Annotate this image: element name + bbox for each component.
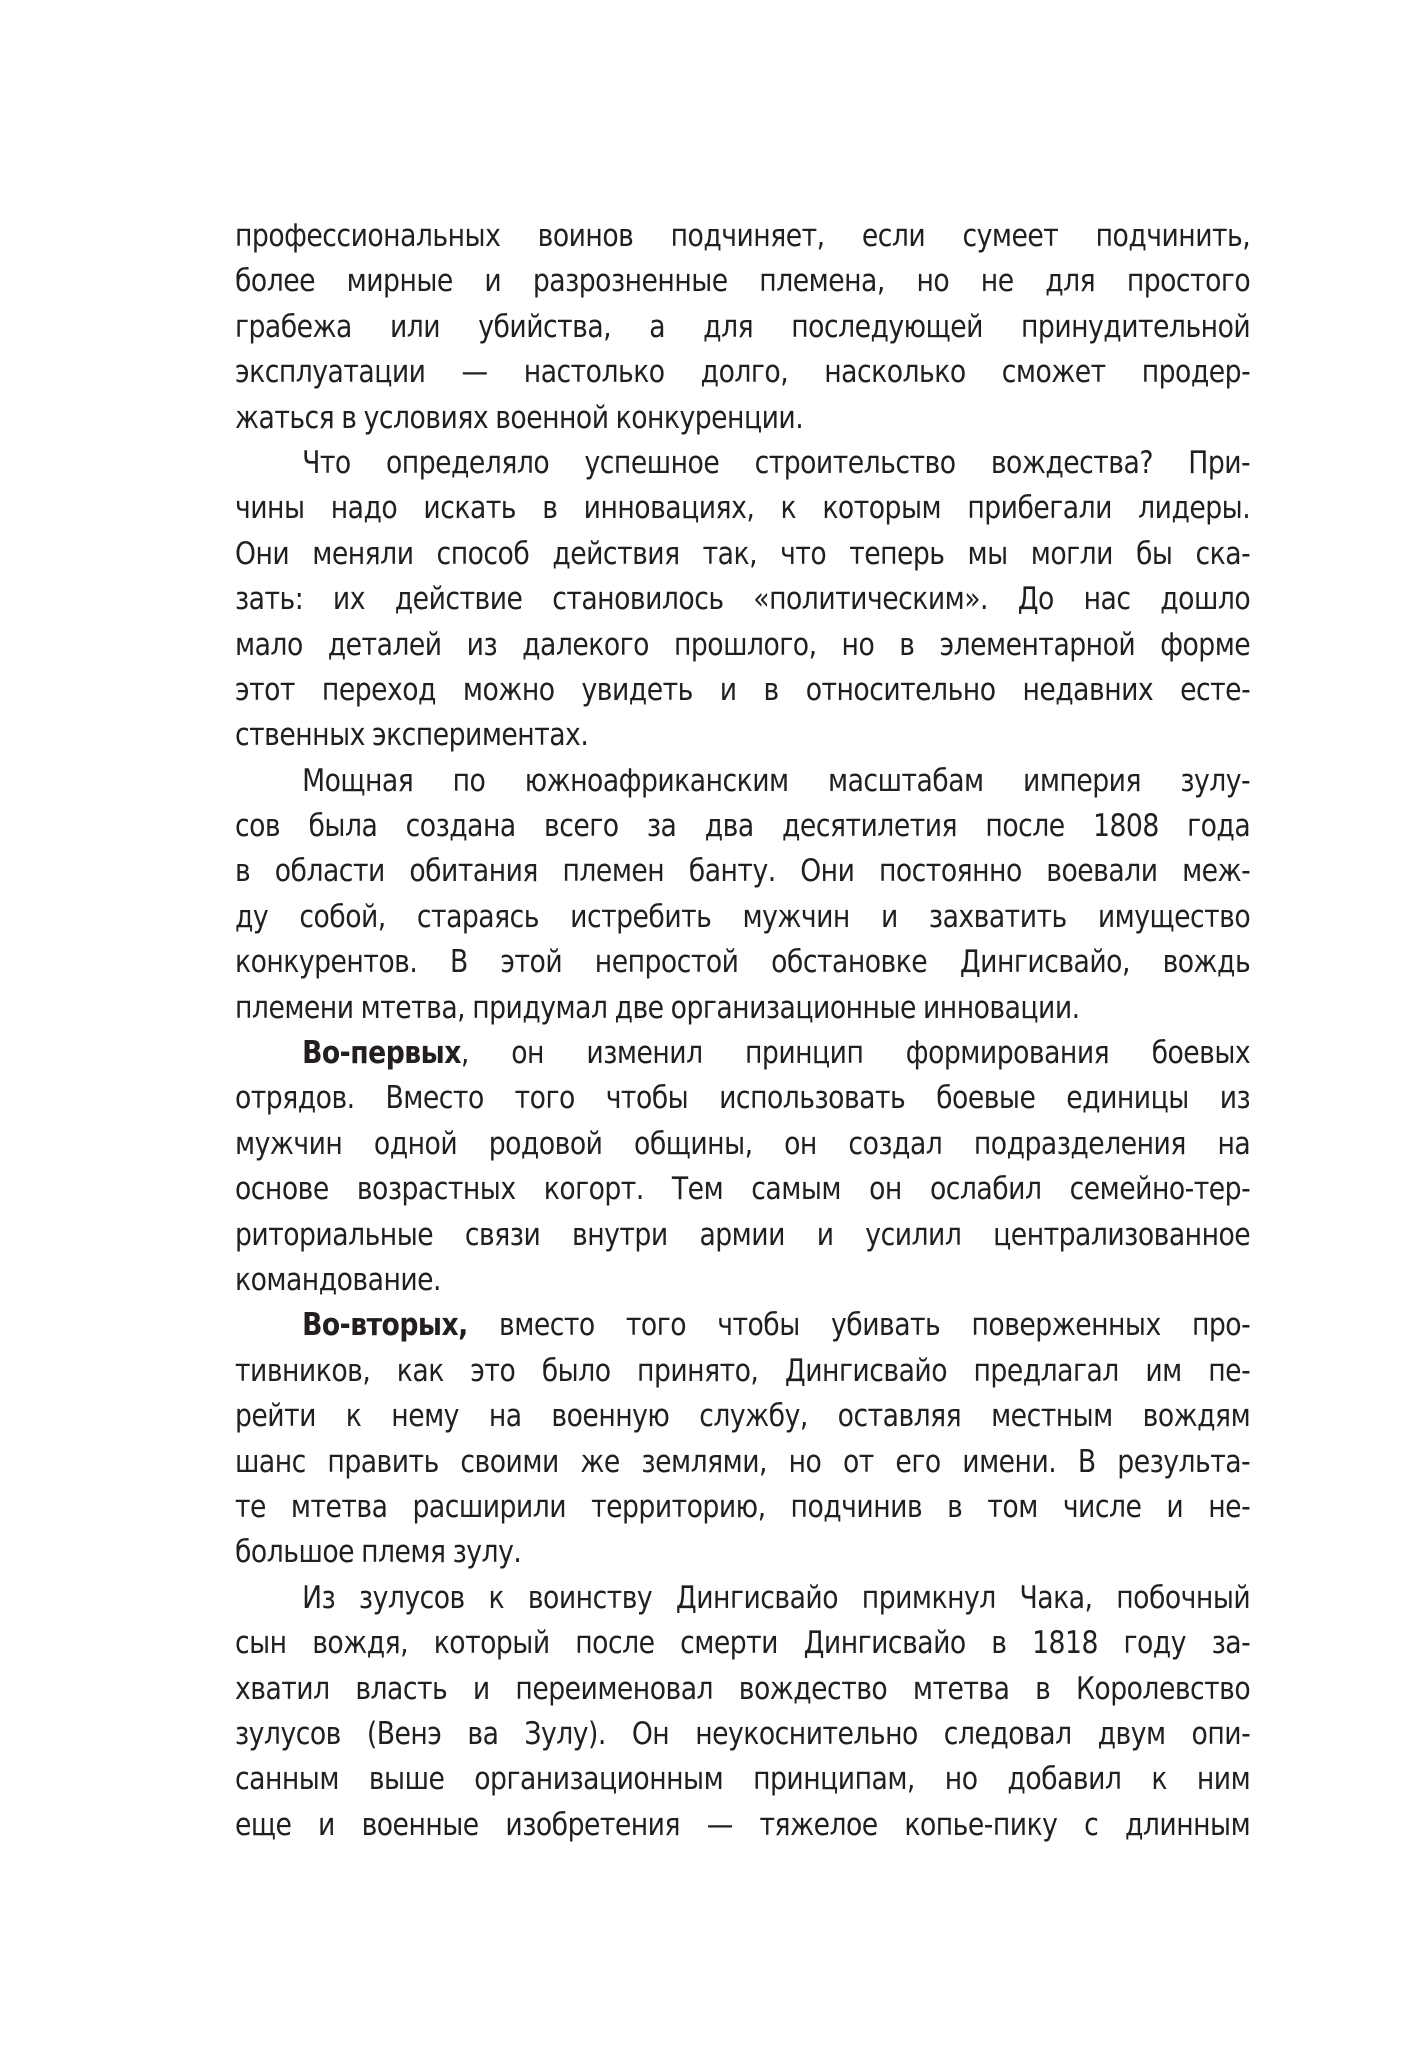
text-line: мало деталей из далекого прошлого, но в элементарной форме [235, 626, 1251, 663]
text-line: чины надо искать в инновациях, к которым прибегали лидеры. [235, 490, 1251, 527]
text-line [235, 1303, 1250, 1348]
text-fragment: вместо того чтобы убивать поверженных про- [467, 1307, 1251, 1344]
text-line: ду собой, стараясь истребить мужчин и захватить имущество [235, 898, 1251, 935]
text-line: грабежа или убийства, а для последующей принудительной [235, 308, 1251, 345]
text-line: этот переход можно увидеть и в относительно недавних есте- [235, 671, 1251, 708]
text-line: зать: их действие становилось «политическим». До нас дошло [235, 581, 1251, 618]
text-line: большое племя зулу. [235, 1534, 522, 1571]
text-line: рейти к нему на военную службу, оставляя местным вождям [235, 1398, 1251, 1435]
paragraph-3 [235, 759, 1250, 1031]
text-line: в области обитания племен банту. Они постоянно воевали меж- [235, 853, 1251, 890]
text-line: сов была создана всего за два десятилетия после 1808 года [235, 808, 1251, 845]
paragraph-6 [235, 1576, 1250, 1848]
text-line: санным выше организационным принципам, но добавил к ним [235, 1761, 1251, 1798]
text-line: еще и военные изобретения — тяжелое копье-пику с длинным [235, 1806, 1251, 1843]
text-line: Мощная по южноафриканским масштабам империя зулу- [302, 762, 1251, 799]
text-line: профессиональных воинов подчиняет, если сумеет подчинить, [235, 218, 1251, 254]
text-line: жаться в условиях военной конкуренции. [235, 399, 804, 436]
text-line: Они меняли способ действия так, что теперь мы могли бы ска- [235, 535, 1251, 572]
text-line: конкурентов. В этой непростой обстановке Дингисвайо, вождь [235, 944, 1251, 981]
text-line: сын вождя, который после смерти Дингисвайо в 1818 году за- [235, 1625, 1251, 1662]
text-line: Из зулусов к воинству Дингисвайо примкнул Чака, побочный [302, 1579, 1251, 1616]
text-line: племени мтетва, придумал две организационные инновации. [235, 989, 1080, 1026]
paragraph-5 [235, 1303, 1250, 1575]
text-line [235, 1031, 1250, 1076]
text-line: ственных экспериментах. [235, 717, 589, 754]
book-page [235, 214, 1250, 1848]
bold-lead-second: Во-вторых, [302, 1307, 468, 1344]
text-line: зулусов (Венэ ва Зулу). Он неукоснительно следовал двум опи- [235, 1715, 1251, 1752]
paragraph-4 [235, 1031, 1250, 1303]
paragraph-2 [235, 441, 1250, 759]
text-line: мужчин одной родовой общины, он создал подразделения на [235, 1125, 1251, 1162]
text-line: шанс править своими же землями, но от его имени. В результа- [235, 1443, 1251, 1480]
text-line: основе возрастных когорт. Тем самым он ослабил семейно-тер- [235, 1171, 1251, 1208]
paragraph-1 [235, 214, 1250, 441]
text-line: более мирные и разрозненные племена, но не для простого [235, 263, 1251, 300]
text-line: эксплуатации — настолько долго, насколько сможет продер- [235, 354, 1251, 391]
text-line: отрядов. Вместо того чтобы использовать боевые единицы из [235, 1080, 1251, 1117]
text-line: Что определяло успешное строительство вождества? При- [302, 444, 1251, 481]
text-line: риториальные связи внутри армии и усилил централизованное [235, 1216, 1251, 1253]
text-fragment: , он изменил принцип формирования боевых [460, 1035, 1251, 1072]
text-line: тивников, как это было принято, Дингисвайо предлагал им пе- [235, 1352, 1251, 1389]
text-line: хватил власть и переименовал вождество мтетва в Королевство [235, 1670, 1251, 1707]
text-line: те мтетва расширили территорию, подчинив в том числе и не- [235, 1488, 1251, 1525]
text-line: командование. [235, 1261, 442, 1298]
bold-lead-first: Во-первых [302, 1035, 461, 1072]
